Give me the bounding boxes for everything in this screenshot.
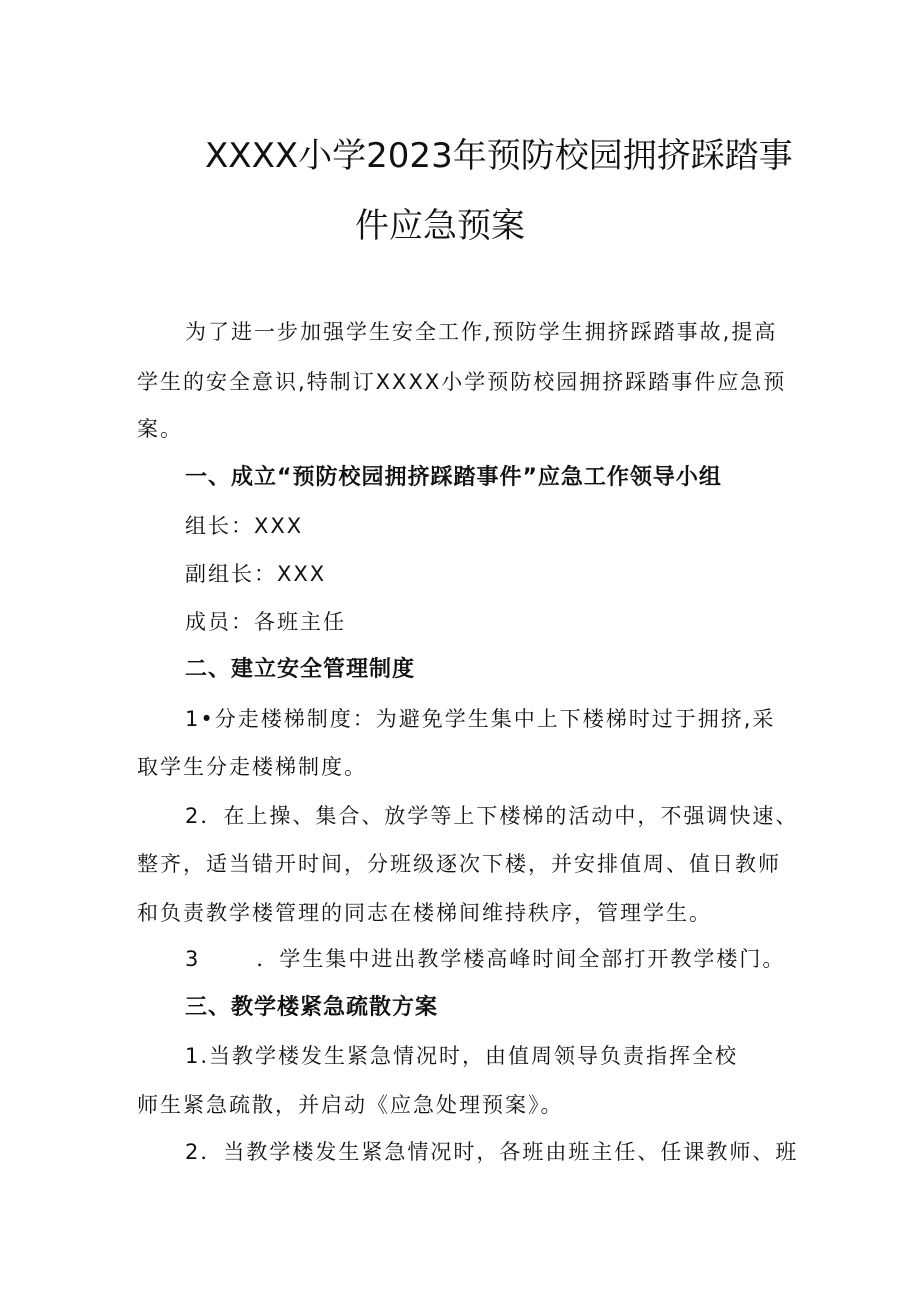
section3-item1-line1: 1.当教学楼发生紧急情况时，由值周领导负责指挥全校 [185, 1044, 739, 1068]
section2-item2-line1: 2．在上操、集合、放学等上下楼梯的活动中，不强调快速、 [185, 804, 799, 828]
intro-line-3: 案。 [137, 417, 183, 441]
section1-members: 成员：各班主任 [185, 610, 346, 634]
section1-leader: 组长：XXX [185, 514, 304, 538]
section2-item2-line3: 和负责教学楼管理的同志在楼梯间维持秩序，管理学生。 [137, 901, 712, 925]
document-title-line1: XXXX小学2023年预防校园拥挤踩踏事 [205, 136, 793, 176]
intro-line-2: 学生的安全意识,特制订XXXX小学预防校园拥挤踩踏事件应急预 [137, 370, 787, 394]
section3-heading: 三、教学楼紧急疏散方案 [185, 995, 439, 1020]
section3-item2-line1: 2．当教学楼发生紧急情况时，各班由班主任、任课教师、班 [185, 1140, 799, 1164]
section1-heading: 一、成立“预防校园拥挤踩踏事件”应急工作领导小组 [185, 465, 722, 490]
section2-item3 [185, 943, 785, 973]
section2-item2-line2: 整齐，适当错开时间，分班级逐次下楼，并安排值周、值日教师 [137, 852, 781, 876]
section1-deputy: 副组长：XXX [185, 562, 327, 586]
section2-item1-line1: 1•分走楼梯制度：为避免学生集中上下楼梯时过于拥挤,采 [185, 707, 776, 731]
intro-line-1: 为了进一步加强学生安全工作,预防学生拥挤踩踏事故,提高 [185, 320, 778, 344]
section3-item1-line2: 师生紧急疏散，并启动《应急处理预案》。 [137, 1093, 564, 1117]
section2-heading: 二、建立安全管理制度 [185, 657, 416, 682]
section2-item1-line2: 取学生分走楼梯制度。 [137, 755, 367, 779]
section2-item3-number: 3 [185, 947, 201, 971]
section2-item3-text: ．学生集中进出教学楼高峰时间全部打开教学楼门。 [256, 947, 786, 971]
document-title-line2: 件应急预案 [355, 206, 525, 246]
